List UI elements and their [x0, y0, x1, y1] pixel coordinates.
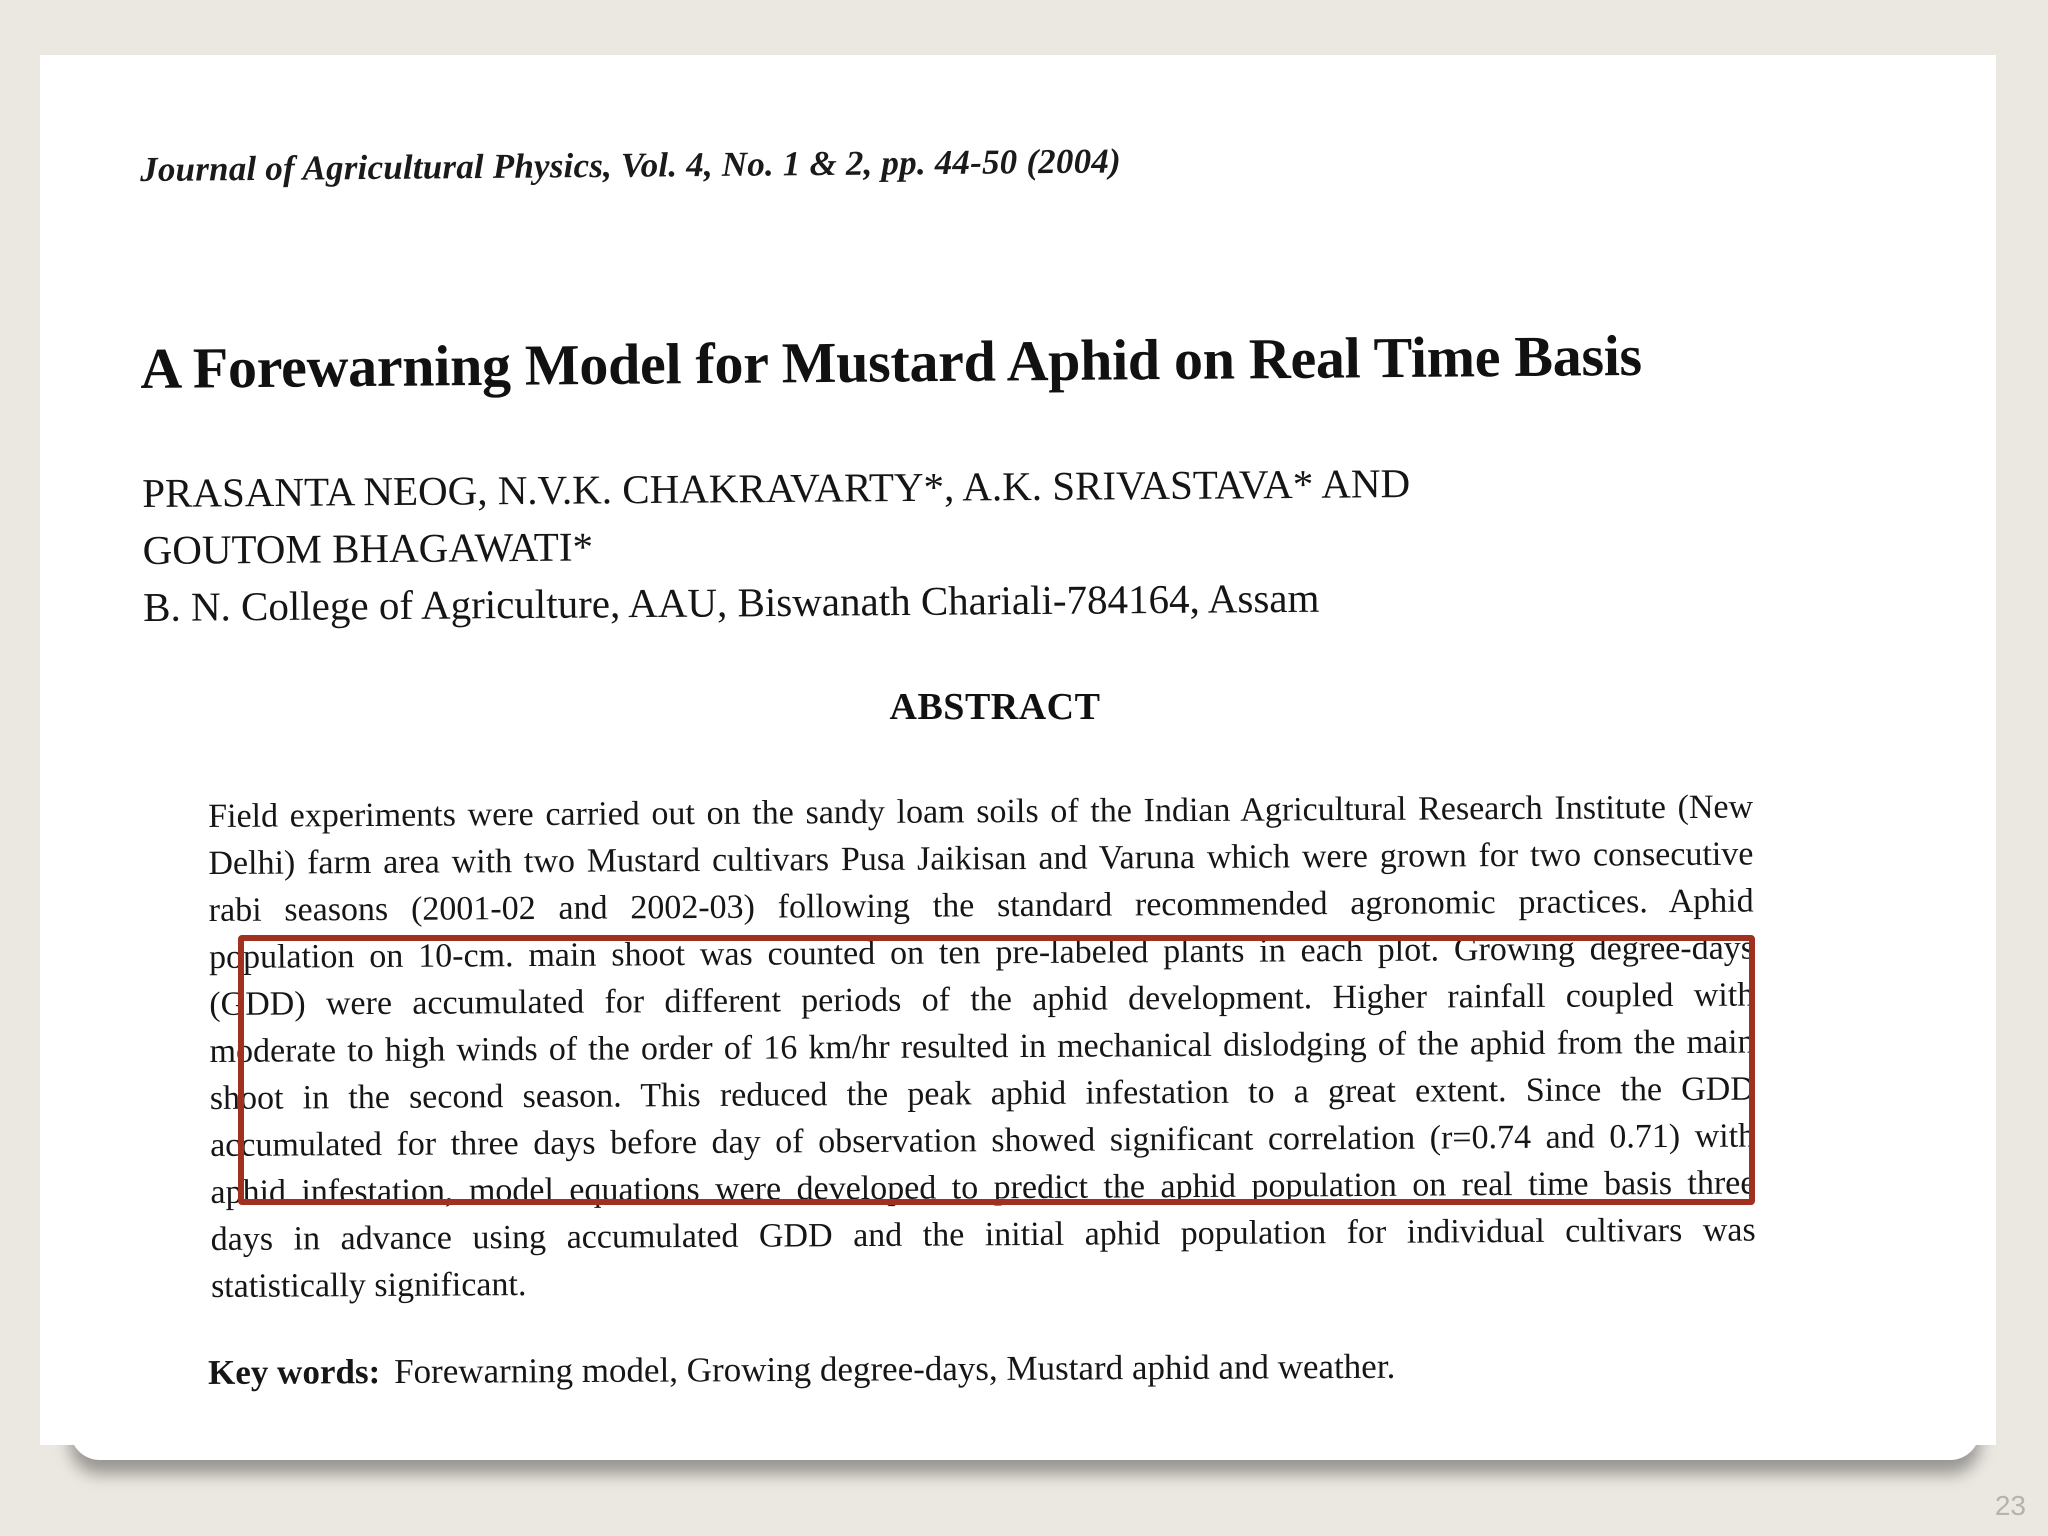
slide-number: 23 — [1994, 1490, 2026, 1521]
author-line-1: PRASANTA NEOG, N.V.K. CHAKRAVARTY*, A.K. SRIVASTAVA* AND — [142, 460, 1411, 516]
abstract-heading: ABSTRACT — [889, 686, 1101, 728]
keywords — [208, 1347, 1395, 1393]
abstract-line: moderate to high winds of the order of 16 km/hr resulted in mechanical dislodging of the aphid from the main — [209, 1023, 1755, 1070]
paper-title: A Forewarning Model for Mustard Aphid on Real Time Basis — [140, 322, 1643, 401]
abstract-line: Delhi) farm area with two Mustard cultivars Pusa Jaikisan and Varuna which were grown for two consecutive — [208, 835, 1754, 882]
abstract-line: statistically significant. — [210, 1266, 527, 1305]
affiliation: B. N. College of Agriculture, AAU, Biswanath Chariali-784164, Assam — [142, 574, 1320, 630]
abstract-line: accumulated for three days before day of observation showed significant correlation (r=0.74 and 0.71) with — [210, 1117, 1756, 1164]
abstract-line: shoot in the second season. This reduced the peak aphid infestation to a great extent. Since the GDD — [209, 1070, 1755, 1117]
abstract-line: (GDD) were accumulated for different periods of the aphid development. Higher rainfall coupled with — [209, 976, 1755, 1023]
keywords-text: Forewarning model, Growing degree-days, Mustard aphid and weather. — [394, 1346, 1396, 1392]
abstract-line: days in advance using accumulated GDD and the initial aphid population for individual cultivars was — [210, 1211, 1756, 1258]
author-line-2: GOUTOM BHAGAWATI* — [142, 523, 594, 573]
abstract-line: aphid infestation, model equations were developed to predict the aphid population on real time basis three — [210, 1164, 1756, 1211]
scanned-paper-page — [40, 55, 1996, 1445]
journal-citation: Journal of Agricultural Physics, Vol. 4, No. 1 & 2, pp. 44-50 (2004) — [140, 141, 1122, 189]
author-block — [142, 454, 1563, 636]
abstract-line: population on 10-cm. main shoot was counted on ten pre-labeled plants in each plot. Growing degree-days — [208, 929, 1755, 976]
highlight-box — [238, 935, 1755, 1205]
abstract-line: Field experiments were carried out on the sandy loam soils of the Indian Agricultural Research Institute (New — [208, 788, 1754, 835]
keywords-label: Key words: — [208, 1352, 381, 1392]
abstract-line: rabi seasons (2001-02 and 2002-03) following the standard recommended agronomic practices. Aphid — [208, 882, 1754, 929]
